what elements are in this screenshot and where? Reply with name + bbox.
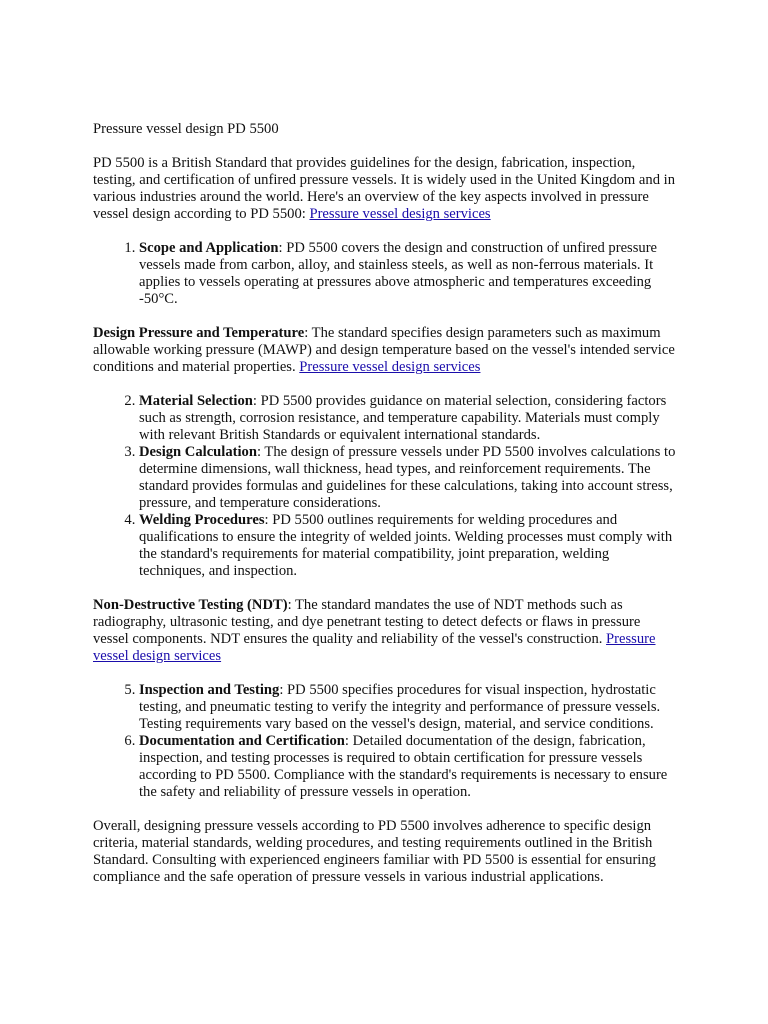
list-item-heading: Material Selection [139, 393, 253, 409]
list-item-text: : PD 5500 covers the design and construction of unfired pressure vessels made from carbon, alloy, and stainless steels, as well as non-ferrous materials. It applies to vessels operating at pressures above atmospheric and temperatures exceeding -50°C. [139, 240, 658, 307]
list-item-heading: Welding Procedures [139, 512, 265, 528]
list-item-text: : The design of pressure vessels under PD 5500 involves calculations to determine dimensions, wall thickness, head types, and reinforcement requirements. The standard provides formulas and guidelines for these calculations, taking into account stress, pressure, and temperature considerations. [139, 444, 676, 511]
list-item-inspection [139, 682, 678, 733]
list-item-heading: Scope and Application [139, 240, 279, 256]
list-item-text: : PD 5500 specifies procedures for visual inspection, hydrostatic testing, and pneumatic testing to verify the integrity and performance of pressure vessels. Testing requirements vary based on the vessel's design, material, and service conditions. [139, 682, 661, 732]
document-title: Pressure vessel design PD 5500 [93, 121, 279, 137]
design-pressure-heading: Design Pressure and Temperature [93, 325, 305, 341]
conclusion-paragraph: Overall, designing pressure vessels according to PD 5500 involves adherence to specific design criteria, material standards, welding procedures, and testing requirements outlined in the British Standard. Consulting with experienced engineers familiar with PD 5500 is essential for ensuring compliance and the safe operation of pressure vessels in various industrial applications. [93, 818, 656, 885]
list-item-welding [139, 512, 678, 580]
key-aspects-list-3 [93, 682, 678, 801]
services-link-ndt[interactable]: Pressure vessel design services [93, 631, 656, 664]
ndt-paragraph [93, 597, 678, 665]
list-item-heading: Design Calculation [139, 444, 257, 460]
list-item-text: : PD 5500 outlines requirements for welding procedures and qualifications to ensure the integrity of welded joints. Welding processes must comply with the standard's requirements for material compatibility, joint preparation, welding techniques, and inspection. [139, 512, 673, 579]
list-item-calculation [139, 444, 678, 512]
ndt-text: : The standard mandates the use of NDT methods such as radiography, ultrasonic testing, and dye penetrant testing to detect defects or flaws in pressure vessel components. NDT ensures the quality and reliability of the vessel's construction. [93, 597, 641, 647]
key-aspects-list-2 [93, 393, 678, 580]
intro-paragraph [93, 155, 678, 223]
list-item-heading: Documentation and Certification [139, 733, 345, 749]
list-item-documentation [139, 733, 678, 801]
design-pressure-text: : The standard specifies design parameters such as maximum allowable working pressure (MAWP) and design temperature based on the vessel's intended service conditions and material properties. [93, 325, 675, 375]
document-page [93, 121, 678, 903]
list-item-material [139, 393, 678, 444]
intro-text: PD 5500 is a British Standard that provides guidelines for the design, fabrication, inspection, testing, and certification of unfired pressure vessels. It is widely used in the United Kingdom and in various industries around the world. Here's an overview of the key aspects involved in pressure vessel design according to PD 5500: [93, 155, 675, 222]
list-item-text: : Detailed documentation of the design, fabrication, inspection, and testing processes is required to obtain certification for pressure vessels according to PD 5500. Compliance with the standard's requirements is necessary to ensure the safety and reliability of pressure vessels in operation. [139, 733, 668, 800]
services-link-design-pressure[interactable]: Pressure vessel design services [299, 359, 481, 375]
list-item-text: : PD 5500 provides guidance on material selection, considering factors such as strength, corrosion resistance, and temperature capability. Materials must comply with relevant British Standards or equivalent international standards. [139, 393, 667, 443]
services-link-intro[interactable]: Pressure vessel design services [309, 206, 491, 222]
list-item-scope [139, 240, 678, 308]
ndt-heading: Non-Destructive Testing (NDT) [93, 597, 288, 613]
list-item-heading: Inspection and Testing [139, 682, 280, 698]
design-pressure-paragraph [93, 325, 678, 376]
key-aspects-list-1 [93, 240, 678, 308]
